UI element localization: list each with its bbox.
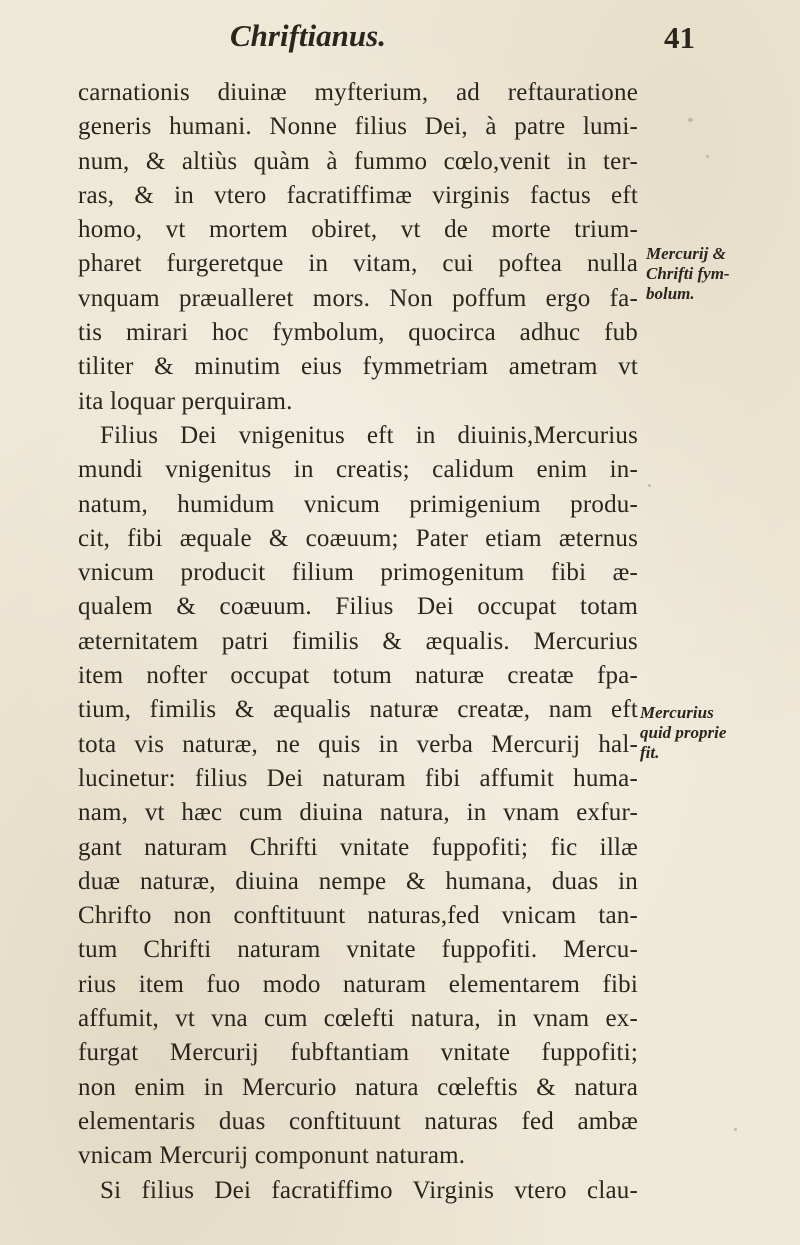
body-text	[78, 76, 638, 1208]
text-line: æternitatem patri fimilis & æqualis. Mercurius	[78, 627, 638, 655]
text-line: nam, vt hæc cum diuina natura, in vnam exfur-	[78, 799, 638, 827]
text-line: gant naturam Chrifti vnitate fuppofiti; fic illæ	[78, 833, 638, 861]
margin-note-line: quid proprie	[640, 723, 727, 742]
text-line: ras, & in vtero facratiffimæ virginis factus eft	[78, 181, 638, 209]
text-line: homo, vt mortem obiret, vt de morte trium-	[78, 216, 638, 244]
text-line: mundi vnigenitus in creatis; calidum enim in-	[78, 456, 638, 484]
text-line: Si filius Dei facratiffimo Virginis vtero clau-	[100, 1176, 638, 1204]
paper-speck	[734, 1128, 737, 1131]
text-line: tota vis naturæ, ne quis in verba Mercurij hal-	[78, 730, 638, 758]
text-line: lucinetur: filius Dei naturam fibi affumit huma-	[78, 764, 638, 792]
text-line: furgat Mercurij fubftantiam vnitate fuppofiti;	[78, 1039, 638, 1067]
text-line: affumit, vt vna cum cœlefti natura, in vnam ex-	[78, 1005, 638, 1033]
text-line: tiliter & minutim eius fymmetriam ametram vt	[78, 353, 638, 381]
text-line: elementaris duas conftituunt naturas fed ambæ	[78, 1107, 638, 1135]
text-line: carnationis diuinæ myfterium, ad reftauratione	[78, 79, 638, 106]
margin-note-line: Chrifti fym-	[646, 264, 730, 283]
text-line: generis humani. Nonne filius Dei, à patre lumi-	[78, 113, 638, 141]
page-number: 41	[664, 20, 695, 55]
running-head: Chriftianus.	[230, 18, 386, 53]
text-line: natum, humidum vnicum primigenium produ-	[78, 490, 638, 518]
text-line: tis mirari hoc fymbolum, quocirca adhuc fub	[78, 319, 638, 347]
paper-speck	[706, 155, 709, 158]
text-line: item nofter occupat totum naturæ creatæ fpa-	[78, 662, 638, 690]
paper-speck	[648, 484, 651, 487]
text-line: num, & altiùs quàm à fummo cœlo,venit in ter-	[78, 147, 638, 175]
text-line: vnicam Mercurij componunt naturam.	[78, 1142, 466, 1170]
text-line: Chrifto non conftituunt naturas,fed vnicam tan-	[78, 902, 638, 930]
text-line: duæ naturæ, diuina nempe & humana, duas in	[78, 867, 638, 895]
text-line: rius item fuo modo naturam elementarem fibi	[78, 970, 638, 998]
margin-note-mercurius-quid	[640, 703, 726, 763]
text-line: qualem & coæuum. Filius Dei occupat totam	[78, 593, 638, 621]
text-line: pharet furgeretque in vitam, cui poftea nulla	[78, 250, 638, 278]
margin-note-line: Mercurij &	[646, 244, 726, 263]
margin-note-mercurij-symbolum	[646, 244, 730, 304]
paper-speck	[688, 118, 693, 122]
margin-note-line: Mercurius	[640, 703, 714, 722]
text-line: vnicum producit filium primogenitum fibi æ-	[78, 559, 638, 587]
text-line: tium, fimilis & æqualis naturæ creatæ, nam eft	[78, 696, 638, 724]
margin-note-line: fit.	[640, 743, 660, 762]
text-line: cit, fibi æquale & coæuum; Pater etiam æternus	[78, 524, 638, 552]
text-line: ita loquar perquiram.	[78, 387, 293, 415]
margin-note-line: bolum.	[646, 284, 695, 303]
text-line: non enim in Mercurio natura cœleftis & natura	[78, 1073, 638, 1101]
text-line: vnquam præualleret mors. Non poffum ergo fa-	[78, 284, 638, 312]
text-line: tum Chrifti naturam vnitate fuppofiti. Mercu-	[78, 936, 638, 964]
text-line: Filius Dei vnigenitus eft in diuinis,Mercurius	[100, 421, 638, 449]
